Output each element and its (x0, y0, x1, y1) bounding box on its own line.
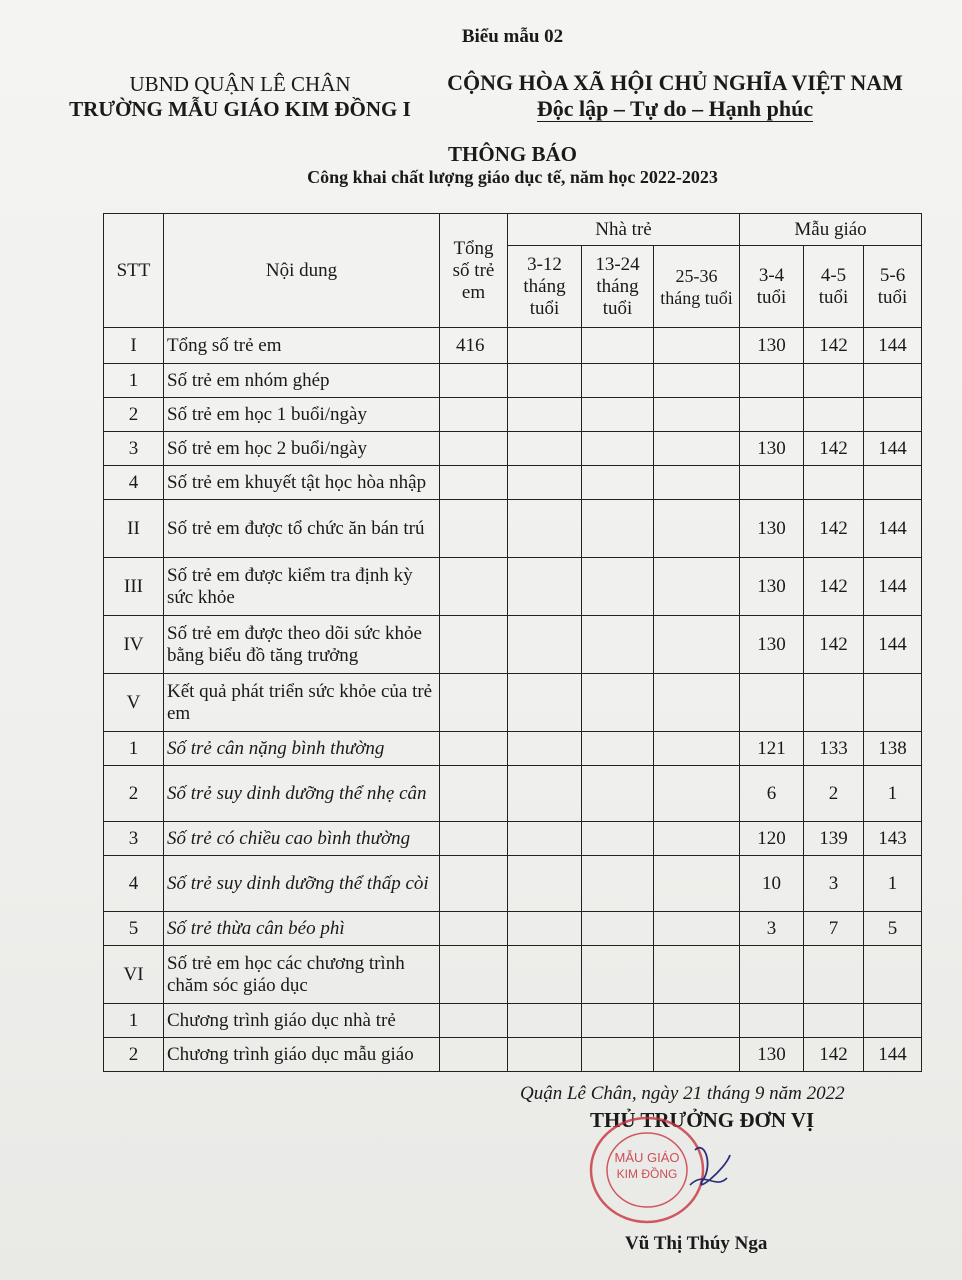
cell-k3 (864, 466, 922, 500)
table-row (104, 466, 922, 500)
cell-k2: 2 (804, 766, 864, 822)
table-row (104, 856, 922, 912)
cell-k2 (804, 946, 864, 1004)
cell-n1 (508, 1038, 582, 1072)
row-stt: 2 (104, 766, 164, 822)
row-content: Số trẻ em được kiểm tra định kỳ sức khỏe (164, 558, 440, 616)
table-row (104, 732, 922, 766)
cell-n1 (508, 732, 582, 766)
cell-n2 (582, 328, 654, 364)
header-age-5-6y: 5-6 tuổi (864, 246, 922, 328)
row-content: Số trẻ suy dinh dưỡng thể nhẹ cân (164, 766, 440, 822)
cell-n2 (582, 822, 654, 856)
cell-k3: 144 (864, 1038, 922, 1072)
header-age-3-4y: 3-4 tuổi (740, 246, 804, 328)
header-age-13-24m: 13-24 tháng tuổi (582, 246, 654, 328)
cell-k1: 6 (740, 766, 804, 822)
header-stt: STT (104, 214, 164, 328)
cell-n1 (508, 946, 582, 1004)
cell-k3 (864, 1004, 922, 1038)
cell-n3 (654, 822, 740, 856)
cell-n1 (508, 766, 582, 822)
header-total: Tổng số trẻ em (440, 214, 508, 328)
cell-n1 (508, 912, 582, 946)
cell-n1 (508, 1004, 582, 1038)
cell-k1: 130 (740, 616, 804, 674)
cell-n1 (508, 616, 582, 674)
cell-k1: 3 (740, 912, 804, 946)
cell-n2 (582, 432, 654, 466)
row-stt: 2 (104, 398, 164, 432)
cell-k1 (740, 364, 804, 398)
cell-total (440, 1004, 508, 1038)
cell-total (440, 912, 508, 946)
cell-k2 (804, 466, 864, 500)
table-row (104, 1004, 922, 1038)
cell-n3 (654, 732, 740, 766)
table-row (104, 766, 922, 822)
cell-k2 (804, 674, 864, 732)
cell-n1 (508, 822, 582, 856)
row-stt: II (104, 500, 164, 558)
row-content: Số trẻ em được tổ chức ăn bán trú (164, 500, 440, 558)
cell-n3 (654, 466, 740, 500)
row-stt: 1 (104, 1004, 164, 1038)
row-content: Số trẻ có chiều cao bình thường (164, 822, 440, 856)
row-stt: 4 (104, 856, 164, 912)
cell-n2 (582, 856, 654, 912)
row-stt: 5 (104, 912, 164, 946)
table-row (104, 364, 922, 398)
cell-n3 (654, 432, 740, 466)
cell-k1 (740, 466, 804, 500)
cell-n3 (654, 674, 740, 732)
cell-k1: 130 (740, 1038, 804, 1072)
cell-k2: 142 (804, 328, 864, 364)
header-age-25-36m: 25-36 tháng tuổi (654, 246, 740, 328)
cell-n1 (508, 558, 582, 616)
row-stt: 1 (104, 364, 164, 398)
cell-k2 (804, 398, 864, 432)
cell-n3 (654, 558, 740, 616)
cell-total (440, 398, 508, 432)
table-row (104, 616, 922, 674)
cell-k2 (804, 364, 864, 398)
row-stt: 4 (104, 466, 164, 500)
row-content: Số trẻ suy dinh dưỡng thể thấp còi (164, 856, 440, 912)
cell-k1 (740, 398, 804, 432)
school-name: TRƯỜNG MẪU GIÁO KIM ĐỒNG I (69, 97, 411, 121)
table-row (104, 398, 922, 432)
cell-n3 (654, 364, 740, 398)
cell-k1: 130 (740, 500, 804, 558)
cell-k3 (864, 364, 922, 398)
cell-k2 (804, 1004, 864, 1038)
row-stt: I (104, 328, 164, 364)
cell-n2 (582, 766, 654, 822)
cell-total (440, 616, 508, 674)
row-content: Số trẻ em nhóm ghép (164, 364, 440, 398)
cell-n1 (508, 398, 582, 432)
cell-k2: 7 (804, 912, 864, 946)
cell-n2 (582, 398, 654, 432)
table-row (104, 912, 922, 946)
row-content: Số trẻ em học các chương trình chăm sóc giáo dục (164, 946, 440, 1004)
cell-n3 (654, 398, 740, 432)
cell-n3 (654, 856, 740, 912)
cell-total (440, 856, 508, 912)
cell-n2 (582, 732, 654, 766)
cell-k3: 138 (864, 732, 922, 766)
table-row (104, 1038, 922, 1072)
cell-total (440, 500, 508, 558)
header-kindergarten: Mẫu giáo (740, 214, 922, 246)
document-subtitle: Công khai chất lượng giáo dục tế, năm học 2022-2023 (307, 167, 718, 187)
table-row (104, 328, 922, 364)
row-content: Số trẻ cân nặng bình thường (164, 732, 440, 766)
motto-line: Độc lập – Tự do – Hạnh phúc (536, 96, 814, 121)
cell-total (440, 1038, 508, 1072)
national-motto (440, 70, 910, 122)
cell-n2 (582, 500, 654, 558)
row-content: Số trẻ em khuyết tật học hòa nhập (164, 466, 440, 500)
country-name: CỘNG HÒA XÃ HỘI CHỦ NGHĨA VIỆT NAM (447, 70, 903, 95)
cell-k2: 133 (804, 732, 864, 766)
cell-n2 (582, 912, 654, 946)
cell-k2: 142 (804, 1038, 864, 1072)
cell-k1: 130 (740, 558, 804, 616)
cell-k3: 1 (864, 856, 922, 912)
header-content: Nội dung (164, 214, 440, 328)
cell-n1 (508, 466, 582, 500)
svg-text:MẪU GIÁO: MẪU GIÁO (614, 1150, 680, 1165)
cell-n3 (654, 616, 740, 674)
row-content: Số trẻ thừa cân béo phì (164, 912, 440, 946)
cell-k2: 139 (804, 822, 864, 856)
cell-total (440, 732, 508, 766)
official-seal (585, 1110, 735, 1230)
svg-text:KIM ĐỒNG: KIM ĐỒNG (616, 1167, 678, 1181)
row-stt: 3 (104, 822, 164, 856)
cell-n3 (654, 946, 740, 1004)
cell-n3 (654, 912, 740, 946)
document-title: THÔNG BÁO (448, 142, 577, 166)
row-stt: III (104, 558, 164, 616)
table-row (104, 500, 922, 558)
row-stt: IV (104, 616, 164, 674)
table-row (104, 558, 922, 616)
cell-k1 (740, 946, 804, 1004)
row-stt: VI (104, 946, 164, 1004)
cell-n3 (654, 1038, 740, 1072)
header-age-4-5y: 4-5 tuổi (804, 246, 864, 328)
cell-k2: 3 (804, 856, 864, 912)
cell-n3 (654, 328, 740, 364)
cell-n2 (582, 946, 654, 1004)
report-table (103, 213, 922, 1072)
cell-n3 (654, 766, 740, 822)
row-stt: 3 (104, 432, 164, 466)
cell-n2 (582, 466, 654, 500)
row-content: Kết quả phát triển sức khỏe của trẻ em (164, 674, 440, 732)
table-row (104, 822, 922, 856)
cell-k3: 143 (864, 822, 922, 856)
cell-k1: 130 (740, 328, 804, 364)
cell-total (440, 674, 508, 732)
cell-k2: 142 (804, 500, 864, 558)
row-content: Chương trình giáo dục mẫu giáo (164, 1038, 440, 1072)
cell-n1 (508, 856, 582, 912)
cell-n1 (508, 364, 582, 398)
header-age-3-12m: 3-12 tháng tuổi (508, 246, 582, 328)
cell-n1 (508, 328, 582, 364)
cell-k1: 120 (740, 822, 804, 856)
table-row (104, 946, 922, 1004)
cell-k3: 5 (864, 912, 922, 946)
cell-total (440, 364, 508, 398)
cell-n2 (582, 558, 654, 616)
row-stt: 2 (104, 1038, 164, 1072)
cell-k2: 142 (804, 616, 864, 674)
table-row (104, 432, 922, 466)
cell-k3: 144 (864, 616, 922, 674)
cell-k2: 142 (804, 432, 864, 466)
cell-n1 (508, 500, 582, 558)
cell-n1 (508, 674, 582, 732)
cell-k3: 1 (864, 766, 922, 822)
cell-k3: 144 (864, 328, 922, 364)
cell-n2 (582, 1038, 654, 1072)
row-stt: 1 (104, 732, 164, 766)
row-content: Chương trình giáo dục nhà trẻ (164, 1004, 440, 1038)
cell-k2: 142 (804, 558, 864, 616)
cell-n2 (582, 1004, 654, 1038)
cell-k3: 144 (864, 500, 922, 558)
cell-total (440, 432, 508, 466)
cell-total: 416 (440, 328, 508, 364)
cell-k1: 10 (740, 856, 804, 912)
cell-total (440, 766, 508, 822)
cell-k3 (864, 674, 922, 732)
signer-name: Vũ Thị Thúy Nga (625, 1233, 768, 1254)
cell-k3 (864, 946, 922, 1004)
cell-n3 (654, 1004, 740, 1038)
issuing-authority (50, 72, 430, 122)
cell-k1 (740, 674, 804, 732)
cell-k1 (740, 1004, 804, 1038)
cell-total (440, 946, 508, 1004)
cell-n2 (582, 364, 654, 398)
cell-k1: 121 (740, 732, 804, 766)
table-row (104, 674, 922, 732)
cell-total (440, 466, 508, 500)
cell-n2 (582, 616, 654, 674)
cell-k3 (864, 398, 922, 432)
cell-k1: 130 (740, 432, 804, 466)
row-content: Số trẻ em học 2 buổi/ngày (164, 432, 440, 466)
cell-n3 (654, 500, 740, 558)
row-content: Số trẻ em được theo dõi sức khỏe bằng biểu đồ tăng trưởng (164, 616, 440, 674)
cell-k3: 144 (864, 432, 922, 466)
cell-n2 (582, 674, 654, 732)
row-content: Số trẻ em học 1 buổi/ngày (164, 398, 440, 432)
form-number: Biểu mẫu 02 (461, 26, 564, 47)
district-name: UBND QUẬN LÊ CHÂN (129, 72, 351, 96)
cell-total (440, 558, 508, 616)
cell-k3: 144 (864, 558, 922, 616)
cell-total (440, 822, 508, 856)
cell-n1 (508, 432, 582, 466)
header-nursery: Nhà trẻ (508, 214, 740, 246)
signature-title: THỦ TRƯỞNG ĐƠN VỊ (590, 1108, 815, 1132)
row-content: Tổng số trẻ em (164, 328, 440, 364)
row-stt: V (104, 674, 164, 732)
place-date: Quận Lê Chân, ngày 21 tháng 9 năm 2022 (520, 1083, 845, 1104)
